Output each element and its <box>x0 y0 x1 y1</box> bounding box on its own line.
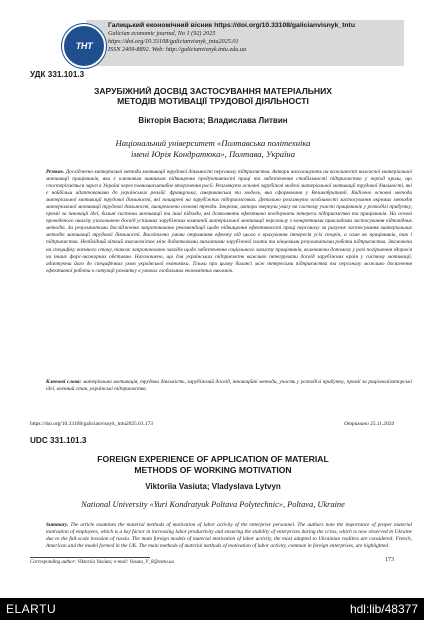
header-journal-name: Галицький економічний вісник https://doi.org/10.33108/galicianvisnyk_tntu <box>108 22 355 29</box>
summary-en-label: Summary. <box>46 522 69 528</box>
article-title-en <box>30 454 396 475</box>
affiliation-ua-line1: Національний університет «Полтавська політехніка <box>115 138 311 148</box>
keywords-ua-text: матеріальна мотивація, трудова діяльність, зарубіжний досвід, інноваційні методи, участь у розподілі прибутку, преміі за раціоналізаторські ідеї, воєнний стан, українські підприємства. <box>46 379 412 393</box>
authors-en: Viktoriia Vasiuta; Vladyslava Lytvyn <box>145 482 281 491</box>
keywords-ua <box>30 379 412 393</box>
summary-ua <box>30 169 412 275</box>
summary-en-text: The article examines the material methods of motivation of labor activity of the enterprise personnel. The authors note the importance of proper material motivation of employees, which is a key factor in increasing labor productivity and ensuring the stability of enterprises during the crisis, which is now observed in Ukraine due to the full-scale invasion of russia. The main foreign models of material motivation of labor activity, the most adapted to Ukrainian realities are considered: French, American and the model formed in the UK. The main methods of material methods of motivation of labor activity, common in foreign enterprises, are highlighted. <box>46 522 412 549</box>
journal-logo <box>62 24 106 68</box>
title-ua-line1: ЗАРУБІЖНИЙ ДОСВІД ЗАСТОСУВАННЯ МАТЕРІАЛЬНИХ <box>93 86 333 96</box>
title-en-line2: METHODS OF WORKING MOTIVATION <box>134 464 292 475</box>
summary-ua-label: Резюме. <box>46 169 65 175</box>
affiliation-ua <box>30 138 396 160</box>
journal-header <box>108 22 400 54</box>
corresponding-author-footnote: Corresponding author: Viktoriia Vasiuta; e-mail: Vasuta_V_8@meta.ua <box>30 560 175 565</box>
logo-text: ТНТ <box>75 41 93 51</box>
summary-en <box>30 522 412 550</box>
header-doi-link[interactable]: https://doi.org/10.33108/galicianvisnyk_tntu2025.01 <box>108 38 239 45</box>
article-title-ua <box>30 86 396 106</box>
repository-name: ELARTU <box>6 602 57 616</box>
article-doi-link[interactable]: https://doi.org/10.33108/galicianvisnyk_tntu2025.01.173 <box>30 421 153 427</box>
header-journal-issue: Galician economic journal, No 1 (92) 2025 <box>108 30 216 37</box>
authors-ua: Вікторія Васюта; Владислава Литвин <box>138 116 288 125</box>
footnote-divider <box>30 557 150 558</box>
keywords-ua-label: Ключові слова: <box>46 379 82 385</box>
udk-code: УДК 331.101.3 <box>30 70 85 79</box>
summary-ua-text: Досліджено матеріальні методи мотивації трудової діяльності персоналу підприємства. Автори наголошують на важливості належної матеріальної мотивації працівників, яка є ключовим чинником підвищення продуктивності праці та забезпечення стабільності підприємства у період кризи, що спостерігається зараз в Україні через повномасштабне вторгнення росії. Розглянуто основні зарубіжні моделі матеріальної мотивації трудової діяльності, які є найбільш адаптованими до українських реалій: французька, американська та модель, яка сформована у Великобританії. Виділено основні методи матеріальної мотивації трудової діяльності, які поширені на зарубіжних підприємствах. Детально розглянуто особливості застосування окремих методів матеріальної мотивації трудової діяльності, виокремлено основні тренди. Зокрема, автори звернули увагу на систему участі працівників у розподілі прибутку, преміі за інновації ідеї, бальні системи мотивації та інші підходи, які дозволяють ефективно поєднувати інтереси підприємства та працівників. На основі проведеного аналізу узагальнено досвід успішних зарубіжних компаній матеріальної мотивації персоналу з конкретними прикладами застосування відповідних методів. За результатами дослідження запропоновано рекомендації щодо підвищення ефективності праці персоналу за рахунок застосування матеріальних методів мотивації трудової діяльності. Висвітлено умови отримання ефекту від цього є врахування інтересів усіх сторін, а саме як працівників, так і підприємства. Необхідний чіткий взаємозв'язок між додатковими виплатами зарубіжної плати та кінцевими результатами роботи підприємства. Зважаючи на специфіку воєнного стану, також запропоновано заходів щодо забезпечення соціального захисту працівників, включаючи допомогу у разі погіршення здоров'я чи інших форс-мажорних обставин. Наголошено, що для українських підприємств важливо інтегрувати досвід зарубіжних країн у систему мотивації, адаптуючи його до специфічних умов української економіки. Тільки при цьому балансі між інтересами підприємства та персоналу можливо досягнення ефективної роботи в ситуації розвитку в умовах глобальних економічних викликів. <box>46 169 412 274</box>
repository-handle[interactable]: hdl:lib/48377 <box>349 602 418 616</box>
affiliation-ua-line2: імені Юрія Кондратюка», Полтава, Україна <box>130 149 296 159</box>
title-ua-line2: МЕТОДІВ МОТИВАЦІЇ ТРУДОВОЇ ДІЯЛЬНОСТІ <box>117 96 309 106</box>
udc-code: UDC 331.101.3 <box>30 436 87 445</box>
header-issn: ISSN 2409-8892. Web: http://galicianvisnyk.tntu.edu.ua <box>108 46 247 53</box>
received-date: Отримано 25.11.2024 <box>344 421 394 427</box>
title-en-line1: FOREIGN EXPERIENCE OF APPLICATION OF MATERIAL <box>97 454 329 464</box>
page-number: 173 <box>385 557 394 563</box>
affiliation-en: National University «Yuri Kondratyuk Poltava Polytechnic», Poltava, Ukraine <box>81 500 345 509</box>
